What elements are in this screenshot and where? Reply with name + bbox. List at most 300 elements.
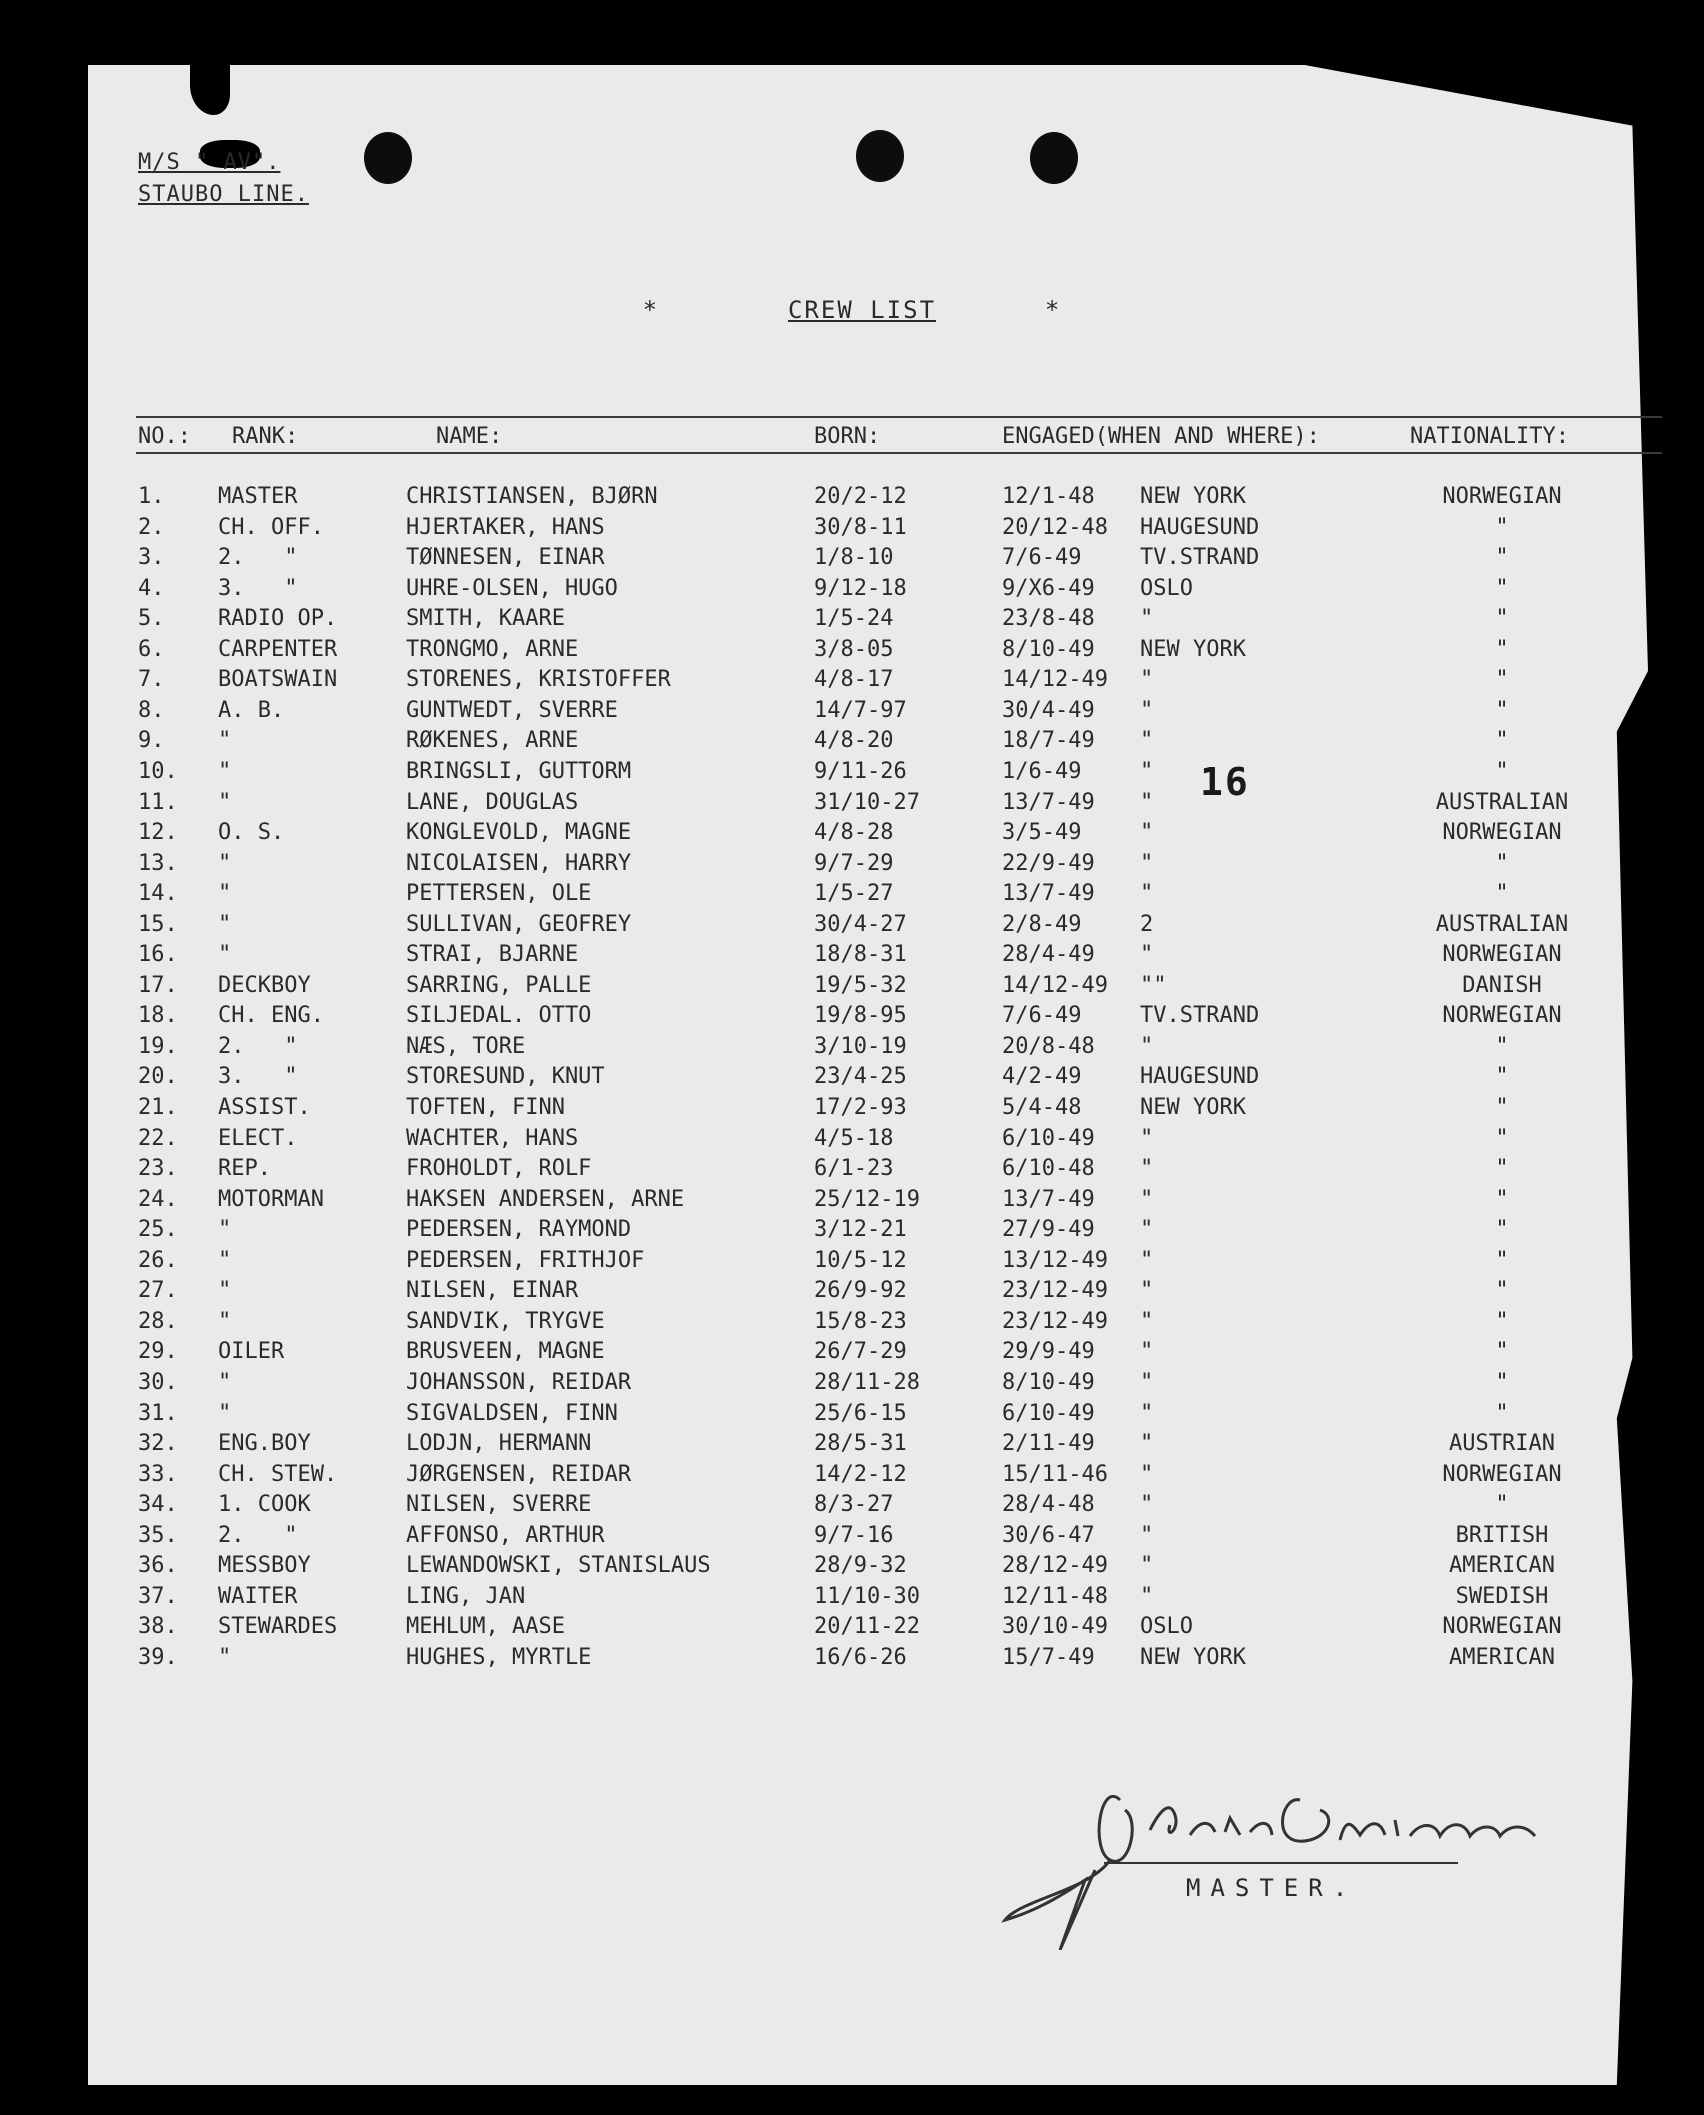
crew-nationality: ": [1495, 881, 1509, 907]
crew-number: 8.: [138, 697, 165, 723]
crew-number: 21.: [138, 1095, 178, 1120]
crew-nationality: DANISH: [1462, 972, 1542, 998]
handwritten-annotation: 16: [1200, 760, 1250, 804]
crew-engaged-date: 2/11-49: [1002, 1431, 1095, 1457]
table-row: [0, 759, 1704, 789]
crew-nationality: ": [1495, 1064, 1509, 1090]
crew-name: STORESUND, KNUT: [406, 1064, 605, 1090]
crew-rank: MOTORMAN: [218, 1186, 324, 1212]
punch-hole: [856, 130, 904, 182]
crew-name: SILJEDAL. OTTO: [406, 1003, 592, 1029]
crew-engaged-date: 30/6-47: [1002, 1522, 1095, 1548]
crew-engaged-date: 13/7-49: [1002, 789, 1095, 815]
crew-number: 27.: [138, 1278, 178, 1304]
table-row: [0, 1064, 1704, 1094]
crew-rank: ": [218, 758, 232, 784]
crew-born: 28/9-32: [814, 1553, 907, 1579]
crew-engaged-place: ": [1140, 1247, 1154, 1273]
crew-born: 15/8-23: [814, 1308, 907, 1334]
punch-hole: [1030, 132, 1078, 184]
crew-nationality: NORWEGIAN: [1442, 484, 1562, 509]
crew-nationality: ": [1495, 1492, 1509, 1518]
crew-engaged-date: 7/6-49: [1002, 545, 1082, 571]
crew-number: 35.: [138, 1522, 178, 1548]
crew-rank: ": [218, 1247, 232, 1273]
crew-born: 17/2-93: [814, 1095, 907, 1120]
table-row: [0, 576, 1704, 606]
crew-engaged-place: NEW YORK: [1140, 1095, 1246, 1120]
header-rule-bottom: [136, 452, 1662, 454]
crew-engaged-place: NEW YORK: [1140, 1644, 1246, 1670]
crew-engaged-place: ": [1140, 758, 1154, 784]
crew-engaged-date: 18/7-49: [1002, 728, 1095, 754]
crew-rank: ": [218, 728, 232, 754]
header-rule-top: [136, 416, 1662, 418]
crew-born: 25/6-15: [814, 1400, 907, 1426]
crew-rank: CH. OFF.: [218, 514, 324, 540]
crew-engaged-place: ": [1140, 789, 1154, 815]
table-row: [0, 515, 1704, 545]
crew-engaged-date: 22/9-49: [1002, 850, 1095, 876]
crew-number: 16.: [138, 942, 178, 968]
crew-nationality: ": [1495, 636, 1509, 662]
crew-engaged-place: ": [1140, 850, 1154, 876]
table-row: [0, 1614, 1704, 1644]
crew-number: 31.: [138, 1400, 178, 1426]
crew-born: 19/8-95: [814, 1003, 907, 1029]
table-row: [0, 942, 1704, 972]
table-row: [0, 484, 1704, 514]
crew-born: 25/12-19: [814, 1186, 920, 1212]
table-row: [0, 1003, 1704, 1033]
crew-name: BRINGSLI, GUTTORM: [406, 758, 632, 784]
crew-name: SMITH, KAARE: [406, 606, 565, 632]
crew-rank: ": [218, 1400, 232, 1426]
crew-born: 26/7-29: [814, 1339, 907, 1365]
table-row: [0, 1248, 1704, 1278]
crew-name: TØNNESEN, EINAR: [406, 545, 605, 571]
crew-rank: ": [218, 1644, 232, 1670]
crew-number: 3.: [138, 545, 165, 571]
crew-engaged-date: 6/10-49: [1002, 1125, 1095, 1151]
crew-engaged-place: ": [1140, 1400, 1154, 1426]
crew-name: LEWANDOWSKI, STANISLAUS: [406, 1553, 711, 1579]
crew-born: 4/8-17: [814, 667, 894, 693]
punch-hole: [364, 132, 412, 184]
crew-name: WACHTER, HANS: [406, 1125, 579, 1151]
master-signature: [1000, 1740, 1560, 1950]
crew-number: 2.: [138, 514, 165, 540]
crew-born: 31/10-27: [814, 789, 920, 815]
crew-born: 10/5-12: [814, 1247, 907, 1273]
crew-nationality: ": [1495, 728, 1509, 754]
table-row: [0, 1187, 1704, 1217]
crew-engaged-date: 6/10-49: [1002, 1400, 1095, 1426]
crew-nationality: ": [1495, 514, 1509, 540]
crew-name: MEHLUM, AASE: [406, 1614, 565, 1640]
crew-nationality: ": [1495, 1339, 1509, 1365]
crew-nationality: NORWEGIAN: [1442, 1461, 1562, 1487]
crew-nationality: AMERICAN: [1449, 1644, 1555, 1670]
crew-rank: ": [218, 911, 232, 937]
crew-rank: ": [218, 881, 232, 907]
crew-born: 6/1-23: [814, 1156, 894, 1182]
crew-rank: DECKBOY: [218, 972, 311, 998]
crew-born: 9/7-16: [814, 1522, 894, 1548]
crew-number: 22.: [138, 1125, 178, 1151]
crew-born: 4/8-20: [814, 728, 894, 754]
crew-rank: REP.: [218, 1156, 271, 1182]
crew-name: HJERTAKER, HANS: [406, 514, 605, 540]
crew-engaged-place: NEW YORK: [1140, 636, 1246, 662]
crew-nationality: ": [1495, 1095, 1509, 1120]
crew-engaged-date: 4/2-49: [1002, 1064, 1082, 1090]
crew-nationality: ": [1495, 1278, 1509, 1304]
crew-engaged-place: ": [1140, 1217, 1154, 1243]
crew-born: 9/11-26: [814, 758, 907, 784]
crew-born: 3/8-05: [814, 636, 894, 662]
crew-engaged-date: 8/10-49: [1002, 636, 1095, 662]
col-born: BORN:: [814, 424, 881, 449]
table-row: [0, 1553, 1704, 1583]
crew-rank: CARPENTER: [218, 636, 338, 662]
crew-number: 23.: [138, 1156, 178, 1182]
crew-nationality: ": [1495, 1125, 1509, 1151]
crew-name: PETTERSEN, OLE: [406, 881, 592, 907]
crew-born: 1/5-27: [814, 881, 894, 907]
crew-engaged-date: 1/6-49: [1002, 758, 1082, 784]
crew-nationality: ": [1495, 575, 1509, 601]
crew-number: 9.: [138, 728, 165, 754]
table-row: [0, 728, 1704, 758]
crew-born: 23/4-25: [814, 1064, 907, 1090]
crew-engaged-date: 28/4-49: [1002, 942, 1095, 968]
crew-number: 13.: [138, 850, 178, 876]
title-text: CREW LIST: [787, 296, 937, 324]
crew-engaged-date: 13/7-49: [1002, 881, 1095, 907]
crew-engaged-place: ": [1140, 1339, 1154, 1365]
crew-rank: ": [218, 942, 232, 968]
crew-engaged-place: ": [1140, 1492, 1154, 1518]
document-title: [0, 296, 1704, 324]
crew-engaged-date: 30/10-49: [1002, 1614, 1108, 1640]
crew-engaged-date: 5/4-48: [1002, 1095, 1082, 1120]
crew-number: 14.: [138, 881, 178, 907]
crew-number: 4.: [138, 575, 165, 601]
table-row: [0, 1462, 1704, 1492]
crew-engaged-date: 15/11-46: [1002, 1461, 1108, 1487]
table-row: [0, 912, 1704, 942]
crew-born: 1/5-24: [814, 606, 894, 632]
crew-engaged-place: ": [1140, 942, 1154, 968]
crew-engaged-place: ": [1140, 820, 1154, 846]
crew-born: 3/10-19: [814, 1033, 907, 1059]
crew-engaged-date: 6/10-48: [1002, 1156, 1095, 1182]
crew-engaged-place: ": [1140, 1461, 1154, 1487]
crew-number: 25.: [138, 1217, 178, 1243]
crew-engaged-place: NEW YORK: [1140, 484, 1246, 509]
crew-nationality: AUSTRIAN: [1449, 1431, 1555, 1457]
title-star-left: *: [642, 296, 660, 324]
crew-engaged-place: 2: [1140, 911, 1154, 937]
crew-rank: ELECT.: [218, 1125, 298, 1151]
table-row: [0, 790, 1704, 820]
crew-born: 9/12-18: [814, 575, 907, 601]
crew-engaged-date: 14/12-49: [1002, 972, 1108, 998]
crew-engaged-date: 3/5-49: [1002, 820, 1082, 846]
crew-rank: ENG.BOY: [218, 1431, 311, 1457]
crew-rank: 3. ": [218, 1064, 298, 1090]
crew-rank: CH. ENG.: [218, 1003, 324, 1029]
crew-nationality: ": [1495, 697, 1509, 723]
crew-name: NILSEN, EINAR: [406, 1278, 579, 1304]
table-row: [0, 1339, 1704, 1369]
crew-engaged-place: ": [1140, 1278, 1154, 1304]
crew-number: 15.: [138, 911, 178, 937]
crew-name: LING, JAN: [406, 1583, 526, 1609]
crew-rank: BOATSWAIN: [218, 667, 338, 693]
crew-number: 26.: [138, 1247, 178, 1273]
table-row: [0, 1370, 1704, 1400]
crew-rank: 3. ": [218, 575, 298, 601]
crew-born: 30/8-11: [814, 514, 907, 540]
crew-number: 29.: [138, 1339, 178, 1365]
crew-engaged-place: "": [1140, 972, 1167, 998]
crew-born: 28/5-31: [814, 1431, 907, 1457]
crew-rank: MESSBOY: [218, 1553, 311, 1579]
crew-engaged-date: 30/4-49: [1002, 697, 1095, 723]
crew-name: PEDERSEN, RAYMOND: [406, 1217, 632, 1243]
title-star-right: *: [1044, 296, 1062, 324]
col-name: NAME:: [436, 424, 503, 449]
crew-name: PEDERSEN, FRITHJOF: [406, 1247, 645, 1273]
crew-nationality: SWEDISH: [1455, 1583, 1549, 1609]
crew-engaged-place: ": [1140, 1156, 1154, 1182]
crew-nationality: NORWEGIAN: [1442, 1003, 1562, 1029]
crew-nationality: ": [1495, 1186, 1509, 1212]
crew-rank: ASSIST.: [218, 1095, 311, 1120]
crew-name: LANE, DOUGLAS: [406, 789, 579, 815]
crew-name: KONGLEVOLD, MAGNE: [406, 820, 632, 846]
col-rank: RANK:: [232, 424, 299, 449]
crew-rank: ": [218, 850, 232, 876]
crew-engaged-place: ": [1140, 1583, 1154, 1609]
crew-name: SIGVALDSEN, FINN: [406, 1400, 618, 1426]
crew-engaged-date: 20/8-48: [1002, 1033, 1095, 1059]
crew-number: 39.: [138, 1644, 178, 1670]
crew-born: 14/2-12: [814, 1461, 907, 1487]
crew-engaged-place: HAUGESUND: [1140, 1064, 1260, 1090]
crew-engaged-place: TV.STRAND: [1140, 1003, 1260, 1029]
table-row: [0, 1309, 1704, 1339]
table-row: [0, 1492, 1704, 1522]
table-row: [0, 1217, 1704, 1247]
crew-rank: ": [218, 1278, 232, 1304]
crew-rank: 2. ": [218, 1522, 298, 1548]
table-row: [0, 637, 1704, 667]
crew-rank: ": [218, 789, 232, 815]
crew-name: TOFTEN, FINN: [406, 1095, 565, 1120]
crew-born: 8/3-27: [814, 1492, 894, 1518]
crew-number: 6.: [138, 636, 165, 662]
col-nationality: NATIONALITY:: [1410, 424, 1569, 449]
crew-nationality: ": [1495, 1369, 1509, 1395]
crew-name: GUNTWEDT, SVERRE: [406, 697, 618, 723]
crew-nationality: ": [1495, 1247, 1509, 1273]
crew-nationality: AUSTRALIAN: [1435, 789, 1569, 815]
crew-born: 28/11-28: [814, 1369, 920, 1395]
vessel-name: M/S " AV".: [138, 150, 281, 175]
crew-number: 33.: [138, 1461, 178, 1487]
crew-engaged-date: 9/X6-49: [1002, 575, 1095, 601]
crew-engaged-place: HAUGESUND: [1140, 514, 1260, 540]
crew-engaged-date: 2/8-49: [1002, 911, 1082, 937]
crew-rank: ": [218, 1217, 232, 1243]
crew-nationality: ": [1495, 758, 1509, 784]
crew-number: 11.: [138, 789, 178, 815]
crew-rank: A. B.: [218, 697, 285, 723]
crew-engaged-place: ": [1140, 881, 1154, 907]
signature-line: [1104, 1862, 1458, 1864]
crew-rank: WAITER: [218, 1583, 298, 1609]
crew-number: 1.: [138, 484, 165, 509]
table-row: [0, 1523, 1704, 1553]
crew-engaged-place: OSLO: [1140, 1614, 1193, 1640]
crew-engaged-place: ": [1140, 1186, 1154, 1212]
crew-name: NICOLAISEN, HARRY: [406, 850, 632, 876]
table-row: [0, 1584, 1704, 1614]
crew-name: SARRING, PALLE: [406, 972, 592, 998]
crew-number: 5.: [138, 606, 165, 632]
crew-rank: MASTER: [218, 484, 298, 509]
table-row: [0, 973, 1704, 1003]
crew-engaged-date: 29/9-49: [1002, 1339, 1095, 1365]
crew-name: NILSEN, SVERRE: [406, 1492, 592, 1518]
crew-engaged-date: 15/7-49: [1002, 1644, 1095, 1670]
crew-born: 1/8-10: [814, 545, 894, 571]
crew-number: 7.: [138, 667, 165, 693]
crew-engaged-date: 8/10-49: [1002, 1369, 1095, 1395]
crew-name: UHRE-OLSEN, HUGO: [406, 575, 618, 601]
table-row: [0, 851, 1704, 881]
crew-number: 34.: [138, 1492, 178, 1518]
crew-nationality: NORWEGIAN: [1442, 942, 1562, 968]
table-row: [0, 667, 1704, 697]
crew-nationality: ": [1495, 850, 1509, 876]
crew-name: FROHOLDT, ROLF: [406, 1156, 592, 1182]
crew-nationality: NORWEGIAN: [1442, 1614, 1562, 1640]
crew-engaged-place: ": [1140, 728, 1154, 754]
crew-born: 3/12-21: [814, 1217, 907, 1243]
crew-engaged-place: ": [1140, 606, 1154, 632]
crew-born: 14/7-97: [814, 697, 907, 723]
table-row: [0, 545, 1704, 575]
table-row: [0, 1034, 1704, 1064]
crew-engaged-date: 13/7-49: [1002, 1186, 1095, 1212]
crew-rank: STEWARDES: [218, 1614, 338, 1640]
crew-rank: CH. STEW.: [218, 1461, 338, 1487]
crew-number: 30.: [138, 1369, 178, 1395]
crew-engaged-date: 23/12-49: [1002, 1308, 1108, 1334]
crew-number: 10.: [138, 758, 178, 784]
crew-rank: 2. ": [218, 545, 298, 571]
crew-engaged-place: ": [1140, 667, 1154, 693]
crew-born: 18/8-31: [814, 942, 907, 968]
crew-name: SANDVIK, TRYGVE: [406, 1308, 605, 1334]
crew-name: STORENES, KRISTOFFER: [406, 667, 671, 693]
crew-name: JØRGENSEN, REIDAR: [406, 1461, 632, 1487]
crew-born: 30/4-27: [814, 911, 907, 937]
table-row: [0, 1401, 1704, 1431]
crew-engaged-date: 23/8-48: [1002, 606, 1095, 632]
crew-number: 12.: [138, 820, 178, 846]
table-row: [0, 1156, 1704, 1186]
crew-engaged-date: 27/9-49: [1002, 1217, 1095, 1243]
crew-engaged-date: 23/12-49: [1002, 1278, 1108, 1304]
table-row: [0, 1095, 1704, 1125]
signature-role: MASTER.: [1186, 1874, 1358, 1902]
crew-name: CHRISTIANSEN, BJØRN: [406, 484, 658, 509]
crew-number: 17.: [138, 972, 178, 998]
crew-engaged-place: OSLO: [1140, 575, 1193, 601]
crew-engaged-date: 14/12-49: [1002, 667, 1108, 693]
crew-name: LODJN, HERMANN: [406, 1431, 592, 1457]
crew-rank: ": [218, 1369, 232, 1395]
crew-name: NÆS, TORE: [406, 1033, 526, 1059]
crew-engaged-place: TV.STRAND: [1140, 545, 1260, 571]
table-row: [0, 1126, 1704, 1156]
crew-name: AFFONSO, ARTHUR: [406, 1522, 605, 1548]
crew-engaged-place: ": [1140, 1369, 1154, 1395]
shipping-line: STAUBO LINE.: [138, 182, 309, 207]
crew-name: HAKSEN ANDERSEN, ARNE: [406, 1186, 685, 1212]
crew-name: JOHANSSON, REIDAR: [406, 1369, 632, 1395]
crew-born: 19/5-32: [814, 972, 907, 998]
crew-rank: 1. COOK: [218, 1492, 311, 1518]
crew-number: 32.: [138, 1431, 178, 1457]
crew-born: 9/7-29: [814, 850, 894, 876]
crew-number: 38.: [138, 1614, 178, 1640]
table-row: [0, 881, 1704, 911]
crew-nationality: ": [1495, 1308, 1509, 1334]
crew-name: BRUSVEEN, MAGNE: [406, 1339, 605, 1365]
crew-number: 24.: [138, 1186, 178, 1212]
crew-rank: RADIO OP.: [218, 606, 338, 632]
crew-engaged-date: 12/11-48: [1002, 1583, 1108, 1609]
crew-nationality: BRITISH: [1455, 1522, 1549, 1548]
table-row: [0, 1645, 1704, 1675]
crew-nationality: ": [1495, 545, 1509, 571]
crew-name: RØKENES, ARNE: [406, 728, 579, 754]
crew-engaged-date: 7/6-49: [1002, 1003, 1082, 1029]
table-row: [0, 698, 1704, 728]
crew-name: HUGHES, MYRTLE: [406, 1644, 592, 1670]
crew-name: STRAI, BJARNE: [406, 942, 579, 968]
crew-nationality: ": [1495, 1156, 1509, 1182]
table-row: [0, 820, 1704, 850]
crew-rank: ": [218, 1308, 232, 1334]
crew-engaged-date: 28/4-48: [1002, 1492, 1095, 1518]
crew-born: 16/6-26: [814, 1644, 907, 1670]
crew-name: TRONGMO, ARNE: [406, 636, 579, 662]
crew-engaged-place: ": [1140, 1553, 1154, 1579]
crew-nationality: NORWEGIAN: [1442, 820, 1562, 846]
crew-number: 19.: [138, 1033, 178, 1059]
crew-number: 28.: [138, 1308, 178, 1334]
crew-number: 20.: [138, 1064, 178, 1090]
crew-engaged-place: ": [1140, 1308, 1154, 1334]
crew-born: 11/10-30: [814, 1583, 920, 1609]
